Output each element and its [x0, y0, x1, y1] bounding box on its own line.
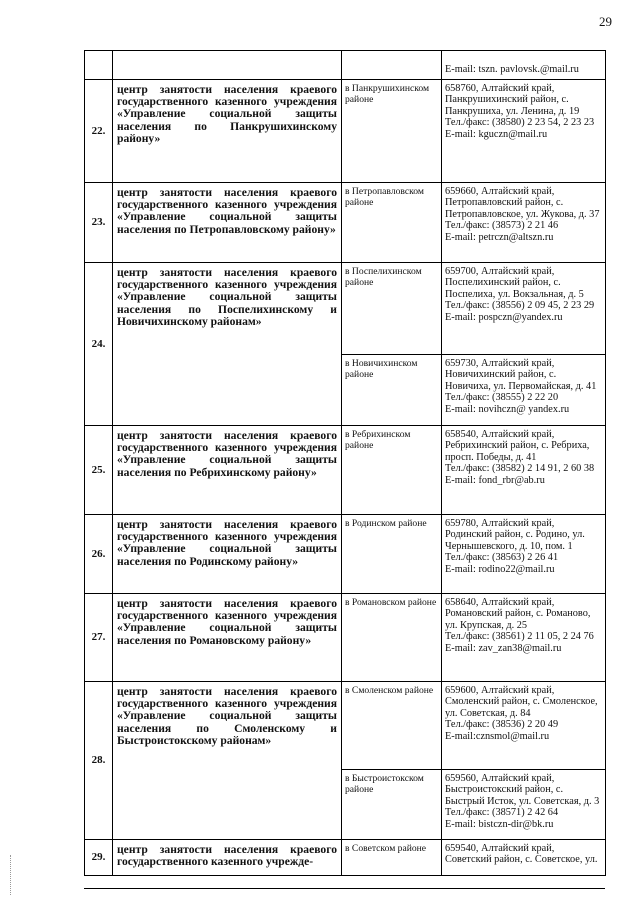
footer-rule [84, 888, 605, 889]
address-text: 659780, Алтайский край, Родинский район, с. Родино, ул. Чернышевского, д. 10, пом. 1 [445, 517, 585, 552]
table-row [85, 593, 606, 681]
organization-name: центр занятости населения краевого государственного казенного учреждения «Управление социальной защиты населения по Петропавловскому району» [113, 182, 342, 262]
number-cell [85, 51, 113, 80]
row-number: 28. [85, 681, 113, 839]
address-text: 659560, Алтайский край, Быстроистокский район, с. Быстрый Исток, ул. Советская, д. 3 [445, 772, 600, 807]
email-text: E-mail: fond_rbr@ab.ru [445, 474, 545, 486]
page-number: 29 [599, 14, 612, 29]
organization-name: центр занятости населения краевого государственного казенного учреждения «Управление социальной защиты населения по Романовскому району» [113, 593, 342, 681]
district-name: в Романовском районе [342, 593, 442, 681]
phone-text: Тел./факс: (38571) 2 42 64 [445, 807, 559, 819]
row-number: 23. [85, 182, 113, 262]
district-name: в Родинском районе [342, 514, 442, 593]
district-name: в Ребрихинском районе [342, 425, 442, 514]
employment-centers-table [84, 50, 606, 876]
contact-details [442, 514, 606, 593]
organization-name: центр занятости населения краевого государственного казенного учреждения «Управление социальной защиты населения по Смоленскому и Быстроистокскому районам» [113, 681, 342, 839]
email-text: E-mail: petrczn@altszn.ru [445, 231, 554, 243]
district-name: в Панкрушихинском районе [342, 79, 442, 182]
organization-name: центр занятости населения краевого государственного казенного учреждения «Управление социальной защиты населения по Панкрушихинскому району» [113, 79, 342, 182]
email-text: E-mail: novihczn@ yandex.ru [445, 403, 570, 415]
phone-text: Тел./факс: (38561) 2 11 05, 2 24 76 [445, 631, 594, 643]
district-name: в Петропавловском районе [342, 182, 442, 262]
address-text: 659600, Алтайский край, Смоленский район, с. Смоленское, ул. Советская, д. 84 [445, 684, 598, 719]
table-row [85, 681, 606, 769]
district-name: в Советском районе [342, 839, 442, 875]
contact-details [442, 354, 606, 425]
district-name: в Быстроистокском районе [342, 769, 442, 839]
phone-text: Тел./факс: (38573) 2 21 46 [445, 220, 559, 232]
email-text: E-mail: pospczn@yandex.ru [445, 311, 563, 323]
organization-name: центр занятости населения краевого государственного казенного учреждения «Управление социальной защиты населения по Родинскому району» [113, 514, 342, 593]
contact-details [442, 425, 606, 514]
address-text: 659730, Алтайский край, Новичихинский район, с. Новичиха, ул. Первомайская, д. 41 [445, 357, 597, 392]
row-number: 25. [85, 425, 113, 514]
phone-text: Тел./факс: (38556) 2 09 45, 2 23 29 [445, 300, 595, 312]
email-text: E-mail: kguczn@mail.ru [445, 128, 548, 140]
phone-text: Тел./факс: (38563) 2 26 41 [445, 552, 559, 564]
district-name: в Поспелихинском районе [342, 262, 442, 354]
organization-name: центр занятости населения краевого государственного казенного учрежде- [113, 839, 342, 875]
email-text: E-mail: bistczn-dir@bk.ru [445, 818, 554, 830]
table-row [85, 79, 606, 182]
address-text: 658640, Алтайский край, Романовский район, с. Романово, ул. Крупская, д. 25 [445, 596, 591, 631]
district-cell [342, 51, 442, 80]
row-number: 22. [85, 79, 113, 182]
contact-details [442, 262, 606, 354]
table-row [85, 425, 606, 514]
address-text: 658760, Алтайский край, Панкрушихинский район, с. Панкрушиха, ул. Ленина, д. 19 [445, 82, 580, 117]
address-text: 659700, Алтайский край, Поспелихинский район, с. Поспелиха, ул. Вокзальная, д. 5 [445, 265, 584, 300]
district-name: в Смоленском районе [342, 681, 442, 769]
email-text: E-mail: rodino22@mail.ru [445, 563, 555, 575]
table-row [85, 262, 606, 354]
email-text: E-mail: zav_zan38@mail.ru [445, 642, 562, 654]
organization-name: центр занятости населения краевого государственного казенного учреждения «Управление социальной защиты населения по Ребрихинскому району» [113, 425, 342, 514]
table-row [85, 839, 606, 875]
phone-text: Тел./факс: (38580) 2 23 54, 2 23 23 [445, 117, 595, 129]
address-text: 659540, Алтайский край, Советский район, с. Советское, ул. [445, 842, 598, 866]
contact-details [442, 681, 606, 769]
table-row [85, 51, 606, 80]
row-number: 26. [85, 514, 113, 593]
contact-details [442, 593, 606, 681]
address-text: 659660, Алтайский край, Петропавловский район, с. Петропавловское, ул. Жукова, д. 37 [445, 185, 600, 220]
email-text: E-mail: tszn. pavlovsk.@mail.ru [445, 64, 579, 75]
table-row [85, 182, 606, 262]
organization-cell [113, 51, 342, 80]
phone-text: Тел./факс: (38582) 2 14 91, 2 60 38 [445, 463, 595, 475]
row-number: 27. [85, 593, 113, 681]
contact-details [442, 769, 606, 839]
scan-margin-marks [10, 855, 15, 895]
address-text: 658540, Алтайский край, Ребрихинский район, с. Ребриха, просп. Победы, д. 41 [445, 428, 590, 463]
email-text: E-mail:cznsmol@mail.ru [445, 730, 550, 742]
address-cell [442, 51, 606, 80]
contact-details [442, 839, 606, 875]
contact-details [442, 79, 606, 182]
row-number: 24. [85, 262, 113, 425]
organization-name: центр занятости населения краевого государственного казенного учреждения «Управление социальной защиты населения по Поспелихинскому и Новичихинскому районам» [113, 262, 342, 425]
contact-details [442, 182, 606, 262]
table-row [85, 514, 606, 593]
phone-text: Тел./факс: (38555) 2 22 20 [445, 392, 559, 404]
district-name: в Новичихинском районе [342, 354, 442, 425]
row-number: 29. [85, 839, 113, 875]
phone-text: Тел./факс: (38536) 2 20 49 [445, 719, 559, 731]
